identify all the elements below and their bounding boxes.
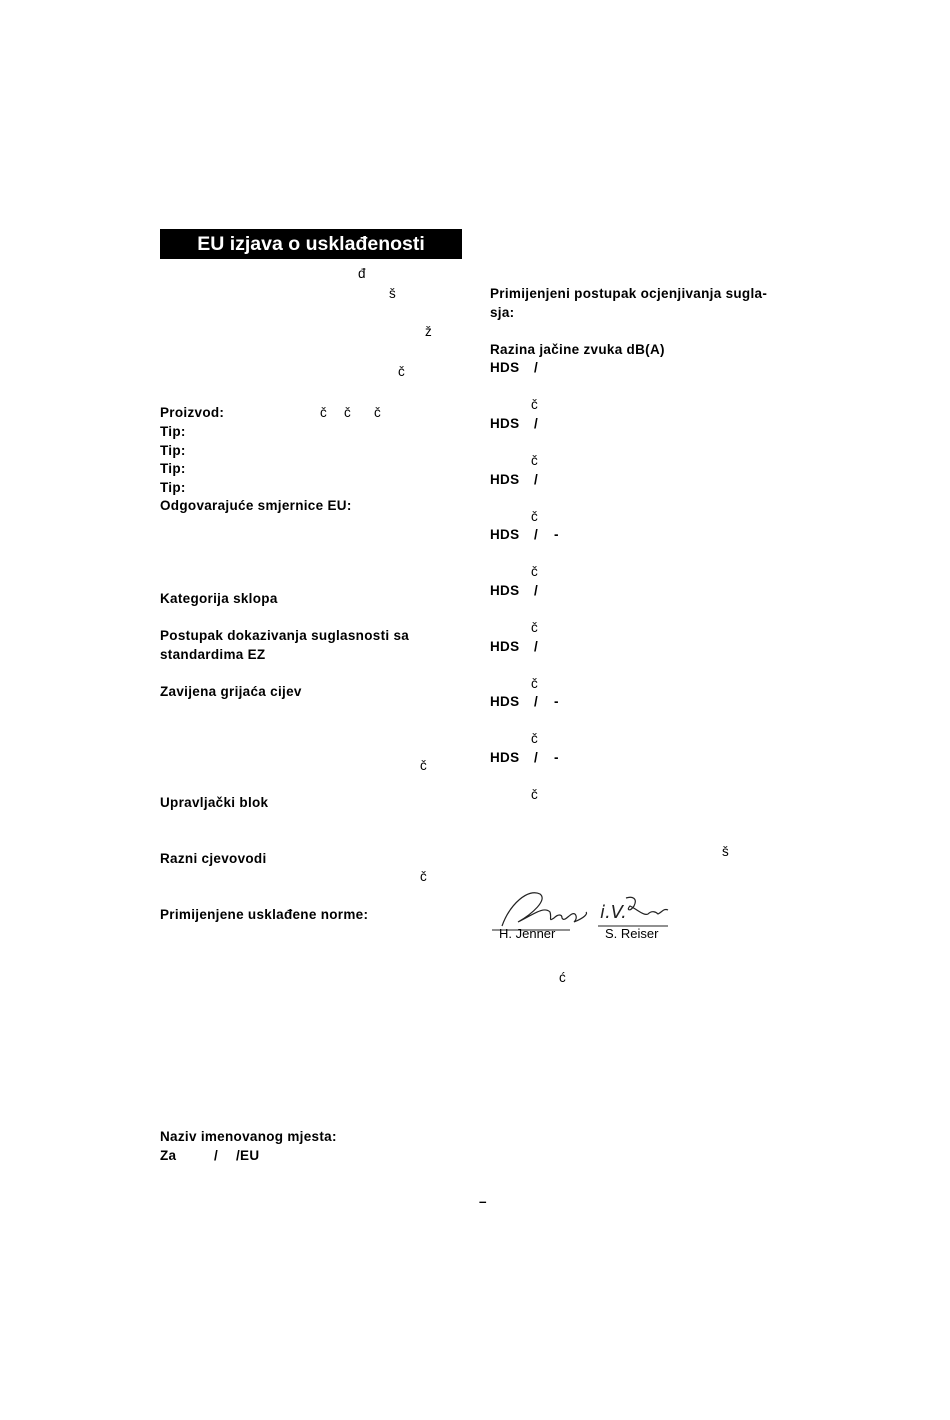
hds-label: HDS <box>490 694 520 709</box>
signature-prefix: i.V. <box>600 902 627 923</box>
hds-label: HDS <box>490 360 520 375</box>
product-label: Proizvod: <box>160 405 225 420</box>
assessment-procedure-label: Primijenjeni postupak ocjenjivanja sugla- <box>490 286 768 301</box>
dash: - <box>554 694 559 709</box>
hds-label: HDS <box>490 472 520 487</box>
text-fragment: č <box>531 620 538 635</box>
type-label: Tip: <box>160 424 186 439</box>
slash: / <box>534 360 539 375</box>
dash: - <box>554 750 559 765</box>
slash: / <box>534 583 539 598</box>
eu-label: /EU <box>236 1148 260 1163</box>
notified-body-label: Naziv imenovanog mjesta: <box>160 1129 337 1144</box>
page-number-dash: – <box>479 1194 487 1209</box>
text-fragment: ž <box>425 324 432 339</box>
text-fragment: č <box>420 758 427 773</box>
slash: / <box>534 750 539 765</box>
text-fragment: č <box>531 676 538 691</box>
text-fragment: č <box>374 405 381 420</box>
slash: / <box>214 1148 219 1163</box>
za-label: Za <box>160 1148 177 1163</box>
text-fragment: č <box>531 453 538 468</box>
category-label: Kategorija sklopa <box>160 591 278 606</box>
dash: - <box>554 527 559 542</box>
procedure-label: Postupak dokazivanja suglasnosti sa <box>160 628 410 643</box>
declaration-title-bar <box>160 229 462 259</box>
pipelines-label: Razni cjevovodi <box>160 851 267 866</box>
jenner-signature-icon <box>502 893 587 926</box>
assessment-procedure-label: sja: <box>490 305 515 320</box>
reiser-signature-icon <box>626 897 668 914</box>
sound-level-label: Razina jačine zvuka dB(A) <box>490 342 665 357</box>
heating-pipe-label: Zavijena grijaća cijev <box>160 684 302 699</box>
type-label: Tip: <box>160 443 186 458</box>
type-label: Tip: <box>160 480 186 495</box>
hds-label: HDS <box>490 527 520 542</box>
signatory-name: H. Jenner <box>499 926 556 941</box>
signatory-name: S. Reiser <box>605 926 659 941</box>
hds-label: HDS <box>490 639 520 654</box>
slash: / <box>534 694 539 709</box>
slash: / <box>534 472 539 487</box>
text-fragment: č <box>531 564 538 579</box>
directives-label: Odgovarajuće smjernice EU: <box>160 498 352 513</box>
text-fragment: č <box>320 405 327 420</box>
text-fragment: č <box>398 364 405 379</box>
slash: / <box>534 416 539 431</box>
slash: / <box>534 527 539 542</box>
hds-label: HDS <box>490 416 520 431</box>
procedure-label: standardima EZ <box>160 647 266 662</box>
norms-label: Primijenjene usklađene norme: <box>160 907 369 922</box>
declaration-title: EU izjava o usklađenosti <box>197 233 425 255</box>
text-fragment: č <box>531 731 538 746</box>
control-block-label: Upravljački blok <box>160 795 269 810</box>
text-fragment: š <box>389 286 396 301</box>
text-fragment: č <box>420 869 427 884</box>
text-fragment: č <box>531 397 538 412</box>
slash: / <box>534 639 539 654</box>
text-fragment: č <box>531 787 538 802</box>
text-fragment: ć <box>559 970 566 985</box>
text-fragment: č <box>531 509 538 524</box>
text-fragment: đ <box>358 266 366 281</box>
text-fragment: š <box>722 844 729 859</box>
text-fragment: č <box>344 405 351 420</box>
type-label: Tip: <box>160 461 186 476</box>
hds-label: HDS <box>490 750 520 765</box>
hds-label: HDS <box>490 583 520 598</box>
